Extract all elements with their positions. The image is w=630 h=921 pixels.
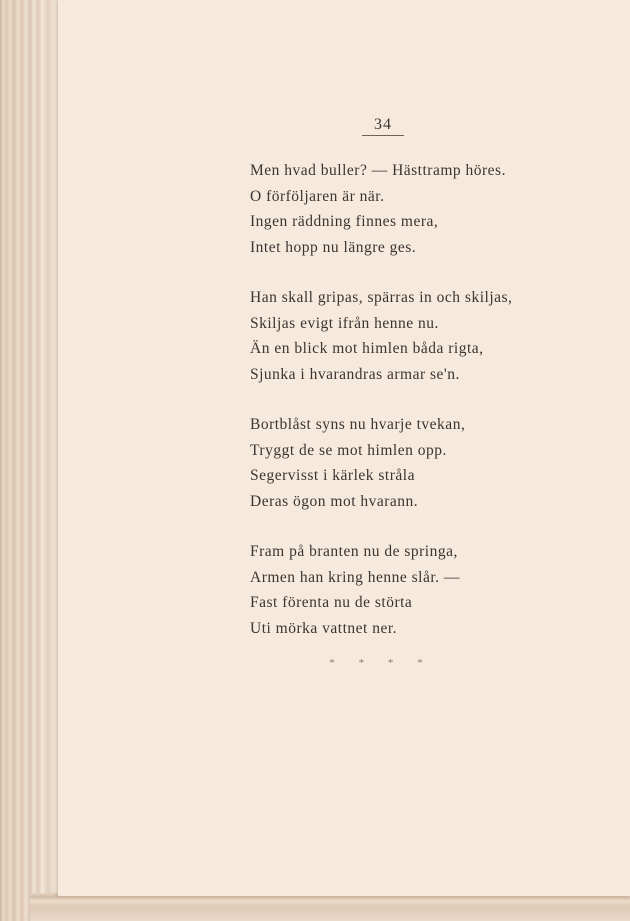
poem-line: Uti mörka vattnet ner. xyxy=(250,619,398,637)
poem-line: Sjunka i hvarandras armar se'n. xyxy=(250,365,460,383)
section-break-ornament xyxy=(326,657,426,669)
stanza-1 xyxy=(250,158,580,260)
poem-line: Skiljas evigt ifrån henne nu. xyxy=(250,314,439,332)
stanza-2 xyxy=(250,285,580,387)
poem-line: Fram på branten nu de springa, xyxy=(250,543,458,560)
poem-line: Fast förenta nu de störta xyxy=(250,594,413,611)
poem-line: Tryggt de se mot himlen opp. xyxy=(250,441,447,459)
poem-line: Bortblåst syns nu hvarje tvekan, xyxy=(250,416,466,433)
asterisk-ornament-icon: * xyxy=(417,657,423,669)
asterisk-ornament-icon: * xyxy=(329,657,335,669)
poem-line: Armen han kring henne slår. — xyxy=(250,568,460,586)
poem-line: Ingen räddning finnes mera, xyxy=(250,213,439,230)
poem-line: Än en blick mot himlen båda rigta, xyxy=(250,340,484,357)
poem-line: Han skall gripas, spärras in och skiljas, xyxy=(250,289,513,306)
poem-line: Intet hopp nu längre ges. xyxy=(250,238,417,256)
stanza-3 xyxy=(250,412,580,514)
poem xyxy=(250,158,580,666)
poem-line: Deras ögon mot hvarann. xyxy=(250,492,419,510)
poem-line: Men hvad buller? — Hästtramp höres. xyxy=(250,162,506,179)
page-bottom-edge xyxy=(30,893,630,921)
poem-line: O förföljaren är när. xyxy=(250,187,385,205)
poem-line: Segervisst i kärlek stråla xyxy=(250,467,415,484)
page-number: 34 xyxy=(362,116,404,136)
asterisk-ornament-icon: * xyxy=(387,657,394,669)
stanza-4 xyxy=(250,539,580,641)
asterisk-ornament-icon: * xyxy=(358,657,365,669)
